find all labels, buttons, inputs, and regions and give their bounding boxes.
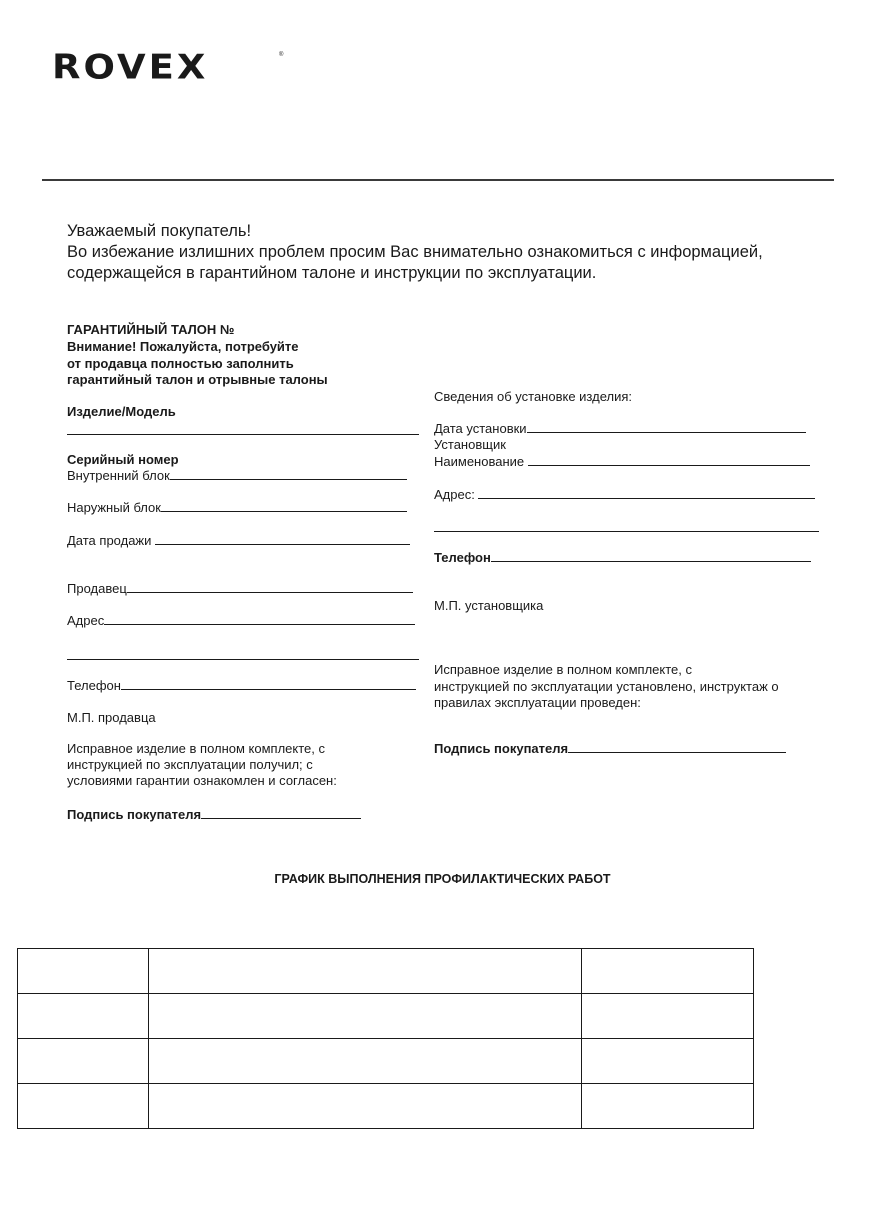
table-row xyxy=(18,994,754,1039)
installer-stamp: М.П. установщика xyxy=(434,598,544,613)
installer-address-label: Адрес: xyxy=(434,487,475,502)
installer-phone-field[interactable] xyxy=(491,550,811,562)
seller-stamp: М.П. продавца xyxy=(67,710,156,725)
seller-field[interactable] xyxy=(127,581,413,593)
sale-date-row xyxy=(67,533,410,549)
seller-phone-label: Телефон xyxy=(67,678,121,693)
table-cell[interactable] xyxy=(18,1084,149,1129)
seller-phone-field[interactable] xyxy=(121,678,416,690)
right-confirm-2: инструкцией по эксплуатации установлено, инструктаж о xyxy=(434,679,779,694)
installer-name-row xyxy=(434,454,810,470)
table-cell[interactable] xyxy=(149,949,582,994)
table-cell[interactable] xyxy=(582,1084,754,1129)
right-signature-field[interactable] xyxy=(568,741,786,753)
outdoor-unit-row xyxy=(67,500,407,516)
installer-label: Установщик xyxy=(434,437,506,452)
seller-address-field[interactable] xyxy=(104,613,415,625)
table-cell[interactable] xyxy=(149,994,582,1039)
serial-number-label: Серийный номер xyxy=(67,452,179,467)
product-model-field[interactable] xyxy=(67,434,419,435)
warranty-title: ГАРАНТИЙНЫЙ ТАЛОН № xyxy=(67,322,235,337)
indoor-unit-label: Внутренний блок xyxy=(67,468,170,483)
intro-line-3: содержащейся в гарантийном талоне и инструкции по эксплуатации. xyxy=(67,264,597,282)
table-row xyxy=(18,949,754,994)
indoor-unit-field[interactable] xyxy=(170,468,407,480)
installer-address-field[interactable] xyxy=(478,487,815,499)
brand-logo: ROVEX xyxy=(52,47,209,87)
installer-phone-label: Телефон xyxy=(434,550,491,565)
left-signature-label: Подпись покупателя xyxy=(67,807,202,822)
outdoor-unit-field[interactable] xyxy=(161,500,407,512)
installer-name-field[interactable] xyxy=(528,454,810,466)
right-signature-row xyxy=(434,741,786,757)
right-confirm-3: правилах эксплуатации проведен: xyxy=(434,695,641,710)
schedule-title: ГРАФИК ВЫПОЛНЕНИЯ ПРОФИЛАКТИЧЕСКИХ РАБОТ xyxy=(274,872,611,886)
right-signature-label: Подпись покупателя xyxy=(434,741,569,756)
warranty-notice-2: от продавца полностью заполнить xyxy=(67,356,294,371)
table-cell[interactable] xyxy=(149,1084,582,1129)
table-row xyxy=(18,1039,754,1084)
seller-address-label: Адрес xyxy=(67,613,105,628)
warranty-notice-3: гарантийный талон и отрывные талоны xyxy=(67,372,328,387)
registered-mark: ® xyxy=(279,52,284,58)
table-cell[interactable] xyxy=(582,949,754,994)
sale-date-label: Дата продажи xyxy=(67,533,152,548)
table-cell[interactable] xyxy=(18,994,149,1039)
warranty-notice-1: Внимание! Пожалуйста, потребуйте xyxy=(67,339,299,354)
installation-title: Сведения об установке изделия: xyxy=(434,389,632,404)
sale-date-field[interactable] xyxy=(155,533,410,545)
intro-greeting: Уважаемый покупатель! xyxy=(67,222,252,240)
intro-text xyxy=(67,221,847,284)
indoor-unit-row xyxy=(67,468,407,484)
installer-name-label: Наименование xyxy=(434,454,525,469)
maintenance-schedule-table xyxy=(17,948,754,1129)
installer-address-row xyxy=(434,487,815,503)
installer-phone-row xyxy=(434,550,811,566)
seller-address-row xyxy=(67,613,415,629)
table-cell[interactable] xyxy=(18,949,149,994)
intro-line-2: Во избежание излишних проблем просим Вас внимательно ознакомиться с информацией, xyxy=(67,243,763,261)
left-confirm-2: инструкцией по эксплуатации получил; с xyxy=(67,757,313,772)
seller-row xyxy=(67,581,413,597)
table-row xyxy=(18,1084,754,1129)
left-confirm-3: условиями гарантии ознакомлен и согласен: xyxy=(67,773,337,788)
installer-address-field-2[interactable] xyxy=(434,531,819,532)
left-signature-row xyxy=(67,807,361,823)
left-signature-field[interactable] xyxy=(201,807,361,819)
seller-label: Продавец xyxy=(67,581,127,596)
left-confirm-1: Исправное изделие в полном комплекте, с xyxy=(67,741,326,756)
table-cell[interactable] xyxy=(582,994,754,1039)
product-model-label: Изделие/Модель xyxy=(67,404,176,419)
install-date-field[interactable] xyxy=(527,421,806,433)
outdoor-unit-label: Наружный блок xyxy=(67,500,161,515)
table-cell[interactable] xyxy=(18,1039,149,1084)
table-cell[interactable] xyxy=(149,1039,582,1084)
install-date-label: Дата установки xyxy=(434,421,527,436)
header-divider xyxy=(42,179,834,181)
right-confirm-1: Исправное изделие в полном комплекте, с xyxy=(434,662,693,677)
seller-phone-row xyxy=(67,678,416,694)
install-date-row xyxy=(434,421,806,437)
table-cell[interactable] xyxy=(582,1039,754,1084)
seller-address-field-2[interactable] xyxy=(67,659,419,660)
